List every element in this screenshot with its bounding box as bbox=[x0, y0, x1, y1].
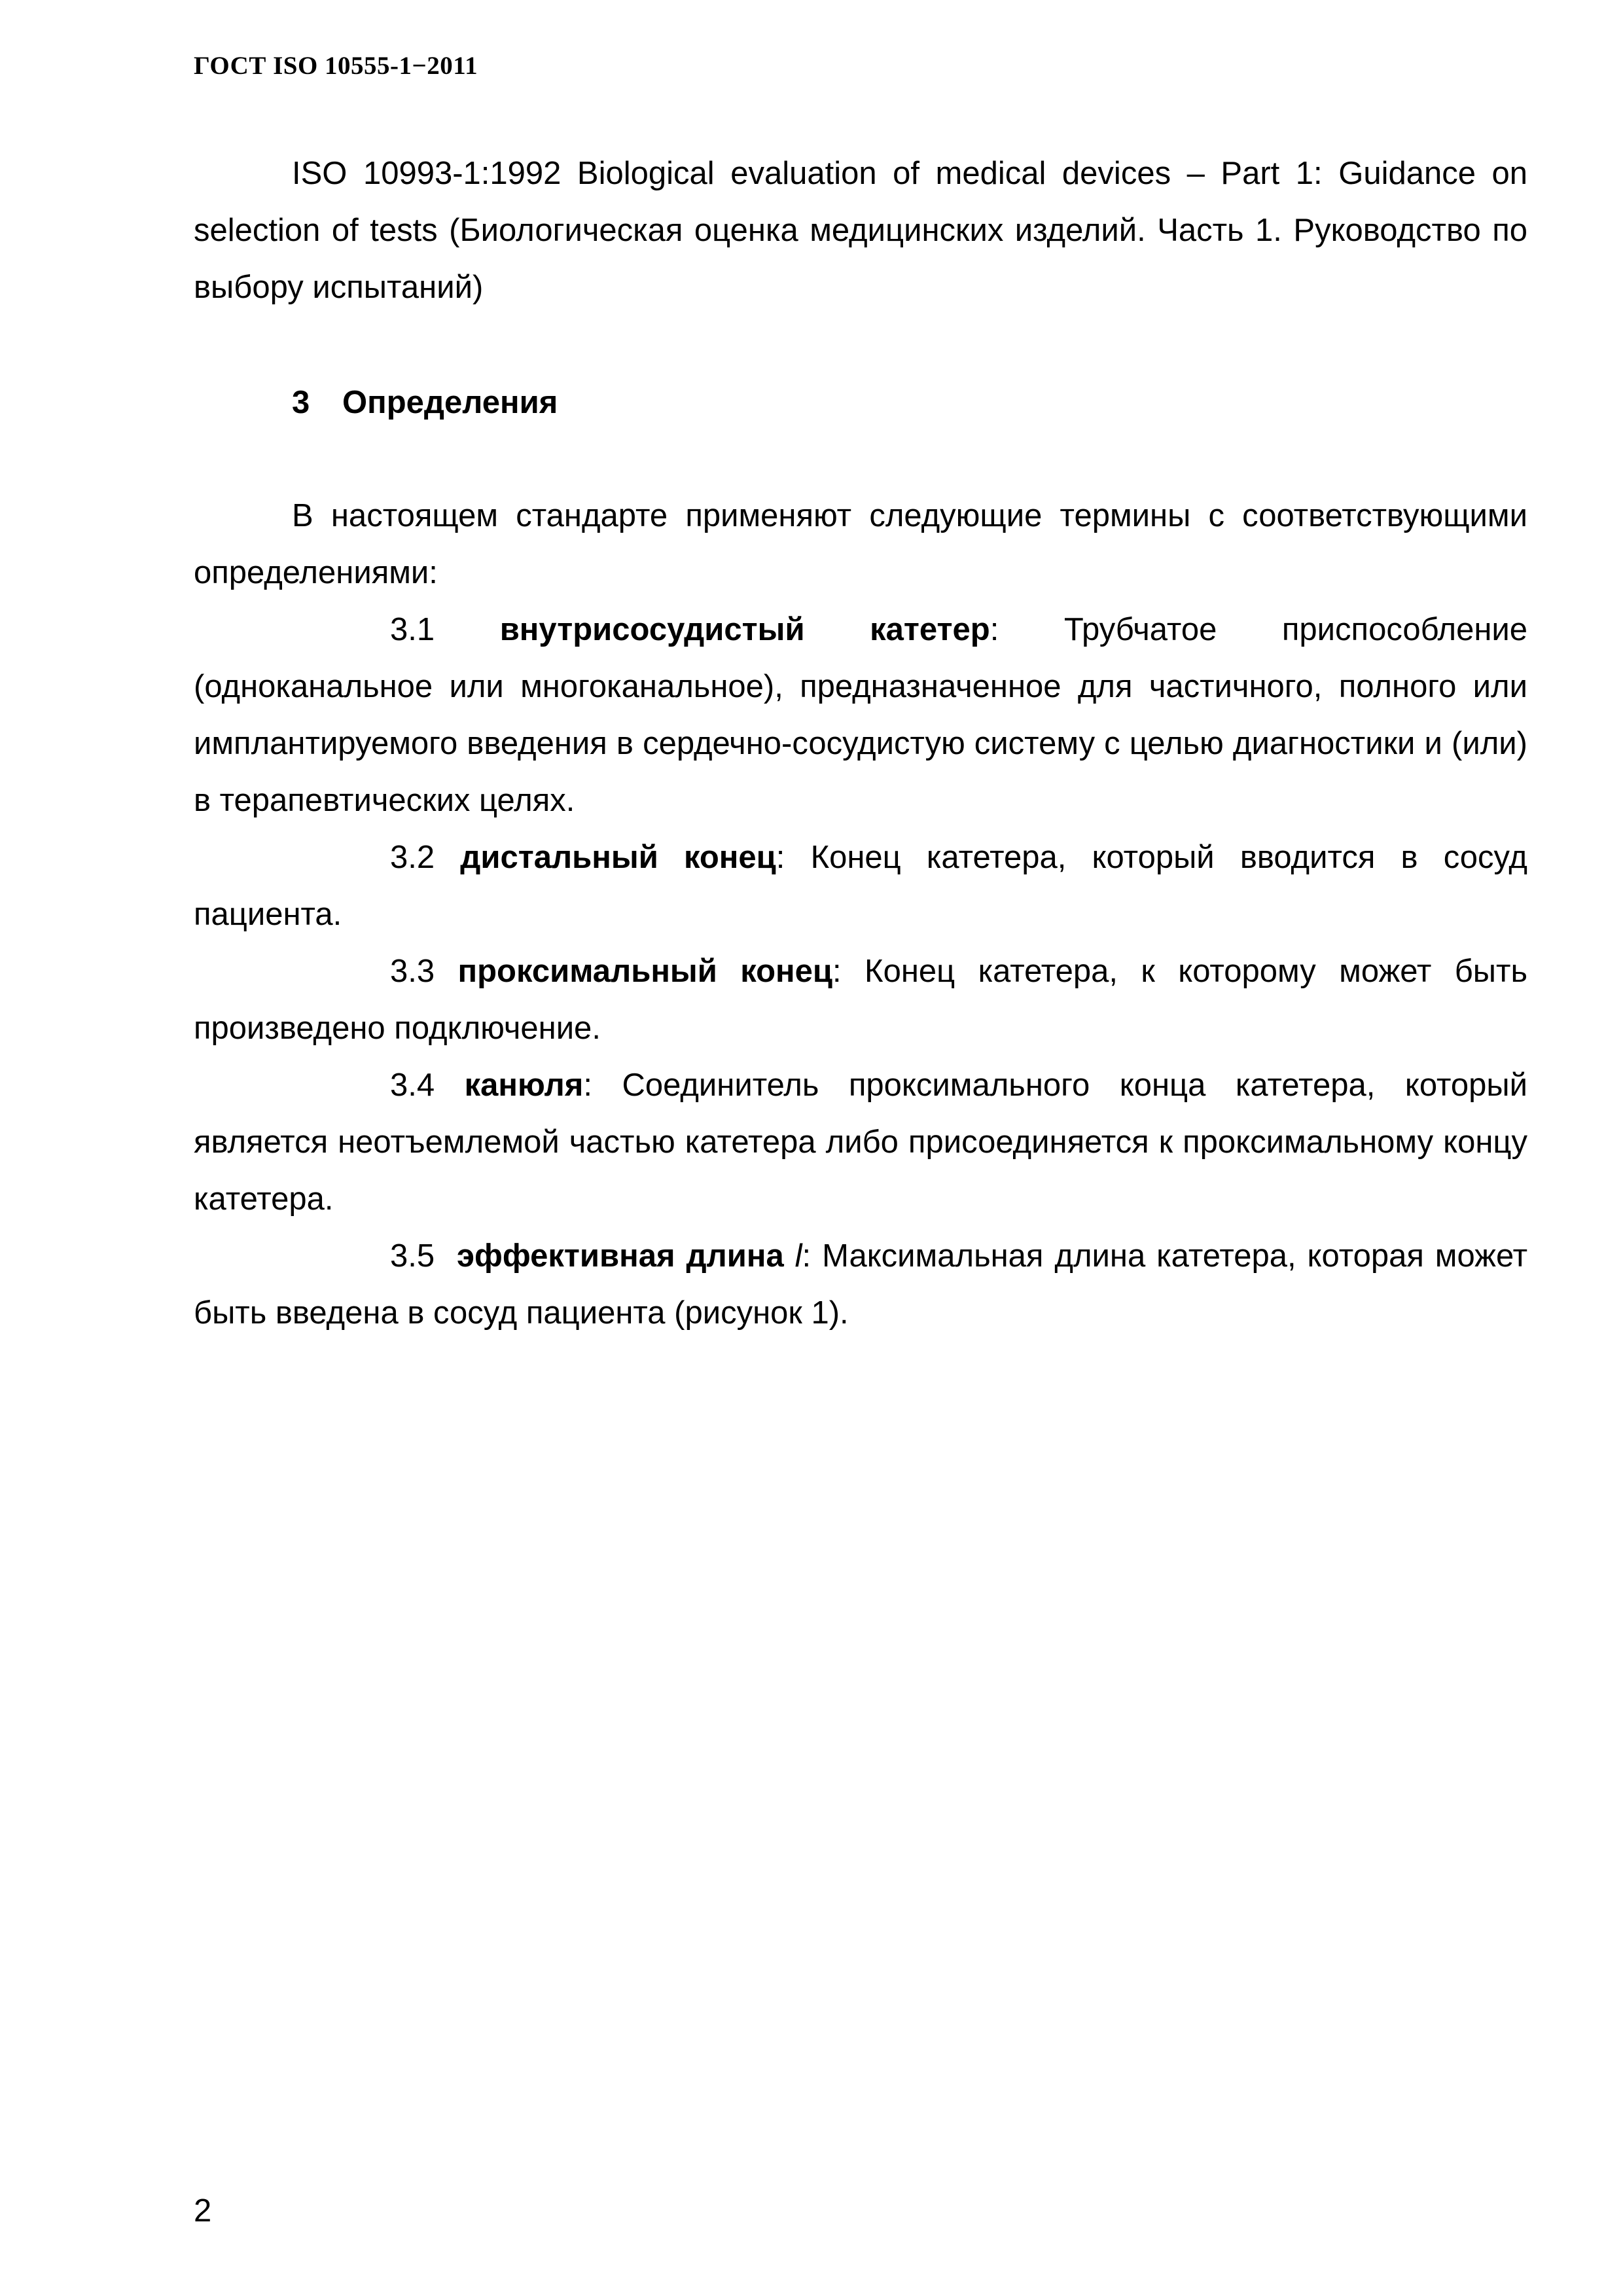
definition-term: внутрисосудистый катетер bbox=[499, 612, 990, 647]
section-heading bbox=[292, 374, 558, 431]
definition-term: проксимальный конец bbox=[457, 954, 833, 989]
definition-text: Конец катетера, к которому может быть произведено подключение. bbox=[194, 954, 1527, 1046]
definition-number: 3.5 bbox=[390, 1238, 435, 1274]
definition-number: 3.4 bbox=[390, 1067, 435, 1103]
definitions-intro: В настоящем стандарте применяют следующие термины с соответствующими определениями: bbox=[194, 498, 1527, 590]
definition-item bbox=[194, 1228, 1527, 1342]
definition-item bbox=[194, 943, 1527, 1057]
normative-references bbox=[194, 145, 1527, 316]
definition-term: эффективная длина bbox=[456, 1238, 784, 1274]
definition-number: 3.2 bbox=[390, 840, 435, 875]
definition-number: 3.1 bbox=[390, 612, 435, 647]
definition-text: Трубчатое приспособление (одноканальное или многоканальное), предназначенное для частичного, полного или имплантируемого введения в сердечно-сосудистую систему с целью диагностики и (или) в терапевтических целях. bbox=[194, 612, 1528, 818]
definition-item bbox=[194, 601, 1527, 829]
definition-term: канюля bbox=[464, 1067, 584, 1103]
definition-separator: : bbox=[776, 840, 785, 875]
reference-item: ISO 10993-1:1992 Biological evaluation of medical devices – Part 1: Guidance on selection of tests (Биологическая оценка медицинских изделий. Часть 1. Руководство по выбору испытаний) bbox=[194, 156, 1527, 305]
definitions-block bbox=[194, 488, 1527, 1342]
definition-text: Максимальная длина катетера, которая может быть введена в сосуд пациента (рисунок 1). bbox=[194, 1238, 1528, 1331]
definition-symbol: l bbox=[794, 1238, 802, 1274]
definition-item bbox=[194, 829, 1527, 943]
page-number: 2 bbox=[194, 2193, 212, 2229]
definition-item bbox=[194, 1057, 1527, 1228]
definition-separator: : bbox=[990, 612, 999, 647]
definition-text: Соединитель проксимального конца катетера, который является неотъемлемой частью катетера либо присоединяется к проксимальному концу катетера. bbox=[194, 1067, 1527, 1217]
definition-number: 3.3 bbox=[390, 954, 435, 989]
section-title: Определения bbox=[342, 385, 558, 420]
definition-separator: : bbox=[802, 1238, 812, 1274]
definition-separator: : bbox=[832, 954, 842, 989]
definition-separator: : bbox=[583, 1067, 592, 1103]
definition-term: дистальный конец bbox=[460, 840, 776, 875]
running-header: ГОСТ ISO 10555-1−2011 bbox=[194, 52, 478, 80]
definition-text: Конец катетера, который вводится в сосуд пациента. bbox=[194, 840, 1528, 932]
section-number: 3 bbox=[292, 385, 310, 420]
